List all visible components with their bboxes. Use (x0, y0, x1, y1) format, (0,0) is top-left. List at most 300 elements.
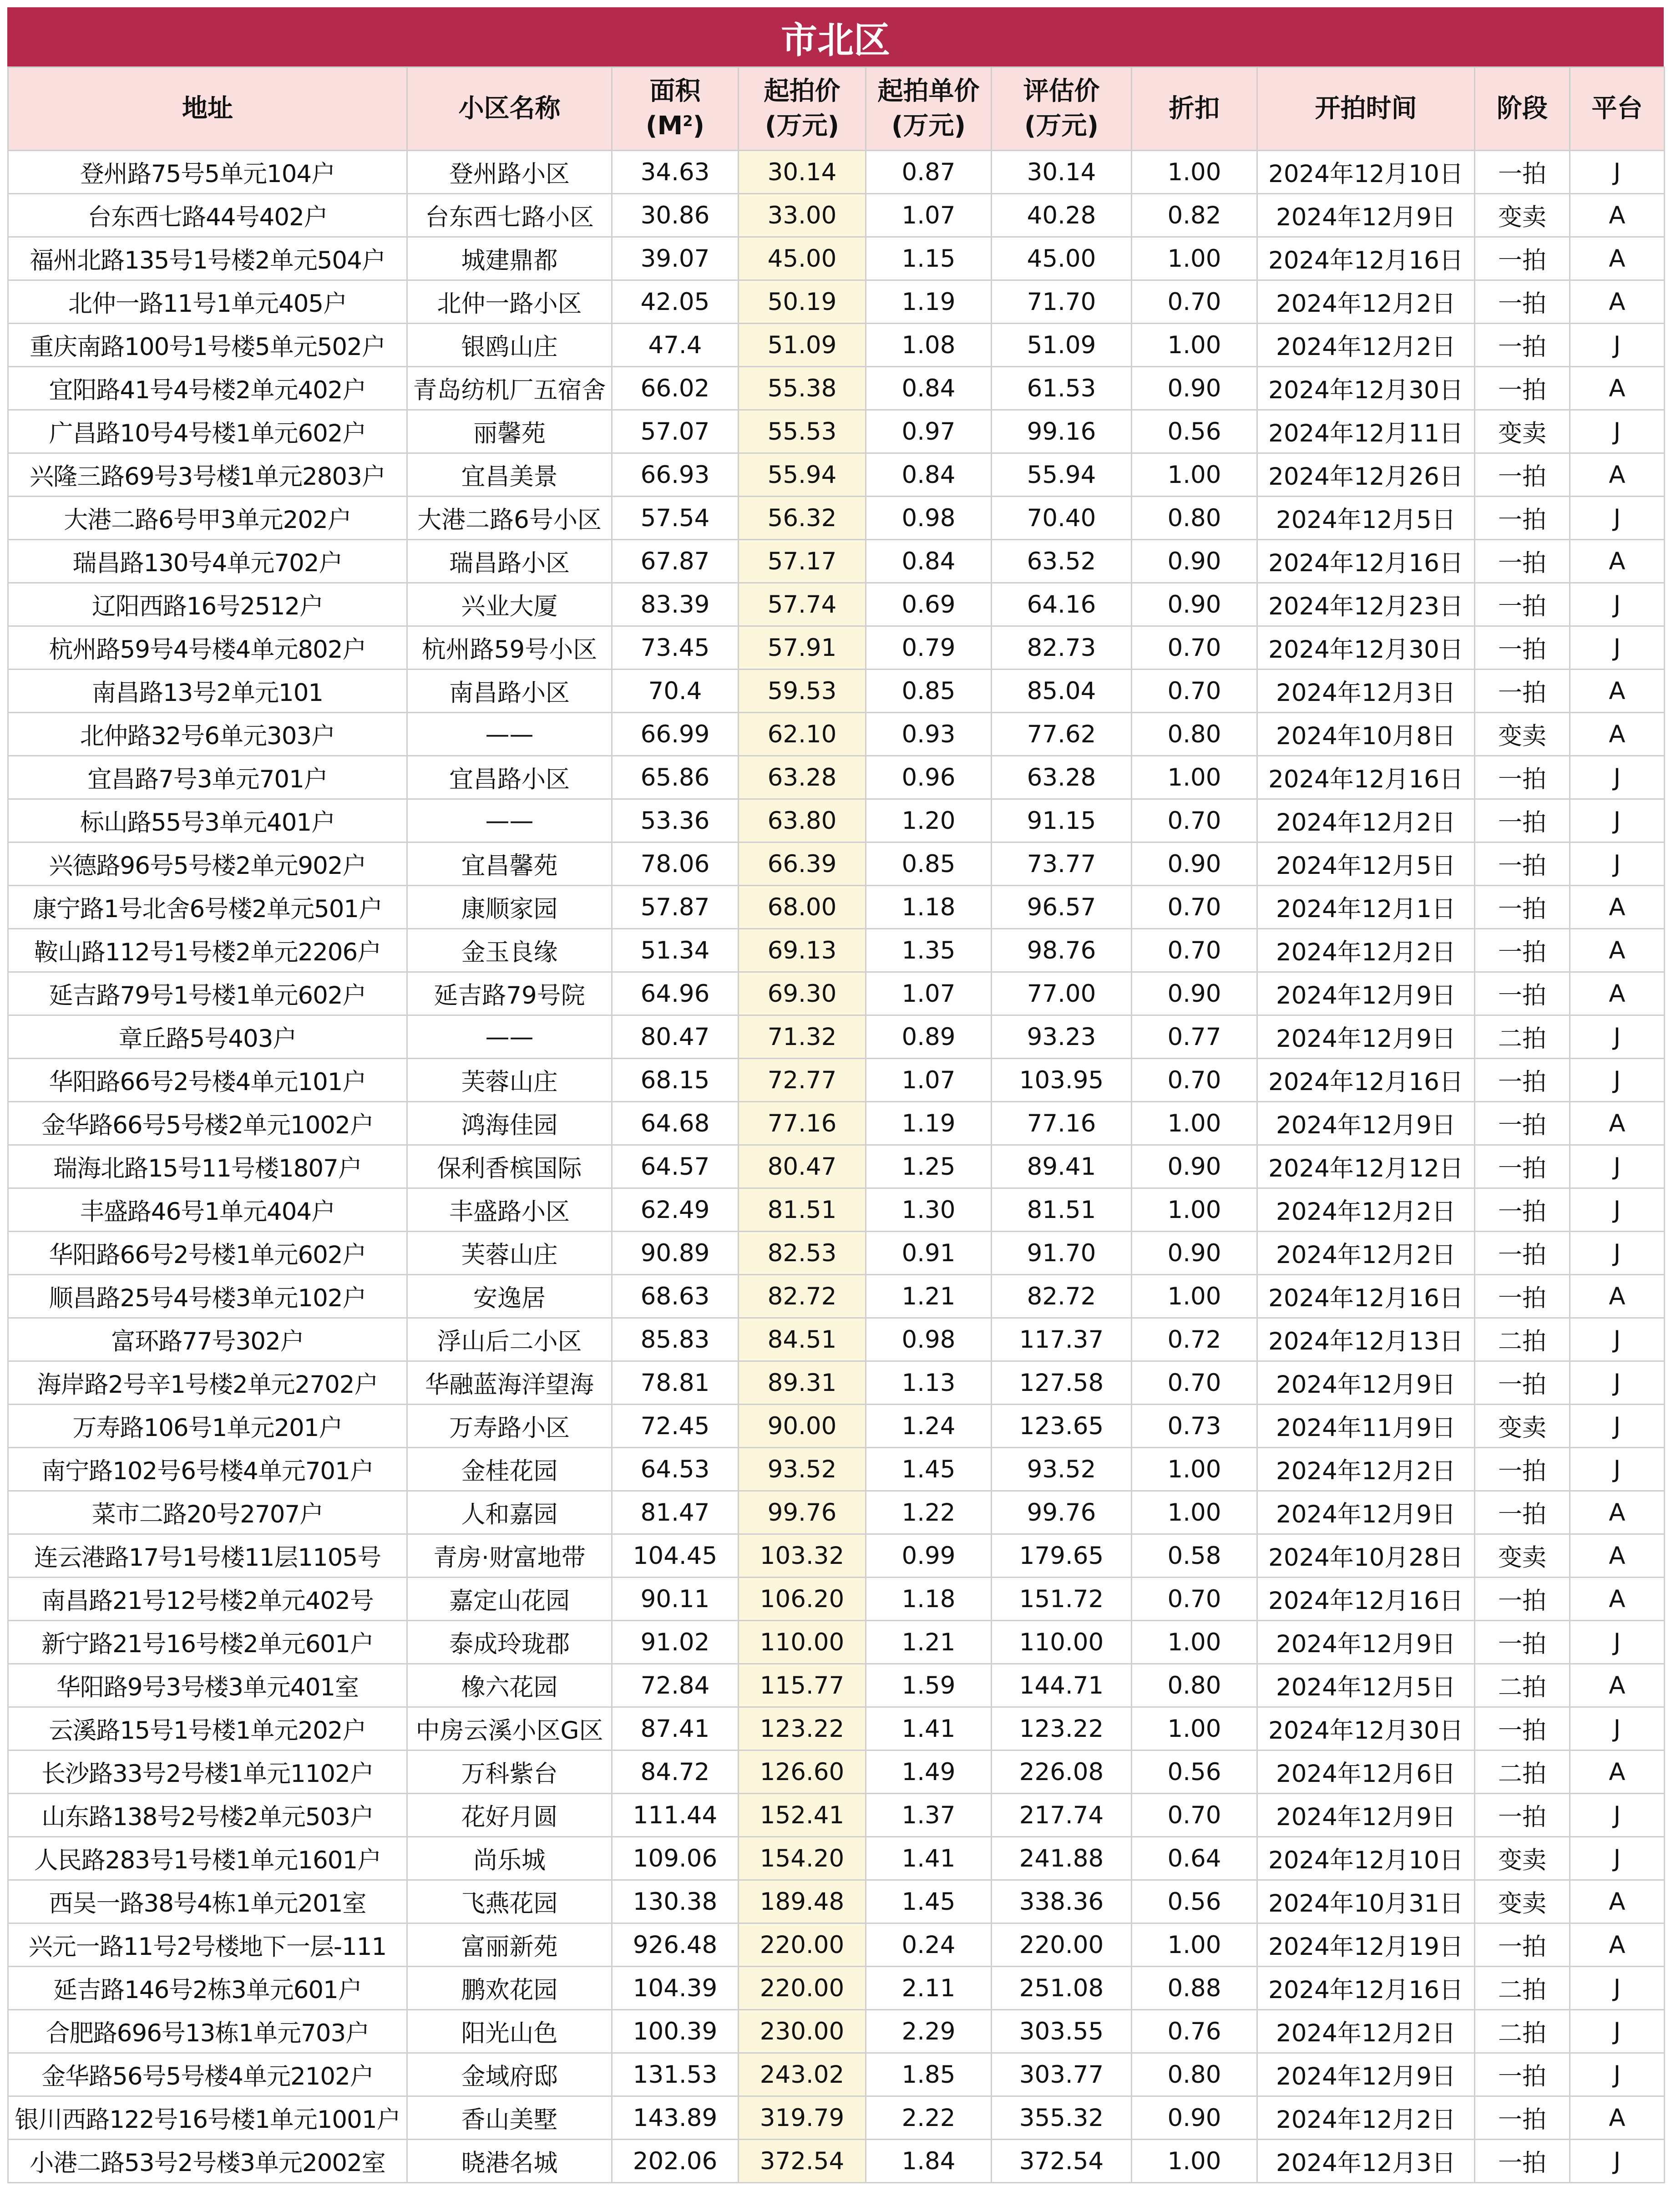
cell-start-time: 2024年12月11日 (1257, 410, 1475, 453)
cell-discount: 0.58 (1132, 1534, 1257, 1578)
cell-unit-price: 1.41 (866, 1707, 992, 1750)
cell-platform: J (1570, 1059, 1665, 1102)
cell-unit-price: 1.35 (866, 929, 992, 972)
cell-address: 台东西七路44号402户 (8, 194, 407, 237)
cell-community: 鸿海佳园 (407, 1102, 612, 1145)
cell-eval-price: 303.77 (992, 2053, 1132, 2096)
cell-start-price: 63.80 (739, 799, 866, 842)
cell-eval-price: 63.28 (992, 756, 1132, 799)
cell-stage: 二拍 (1475, 1967, 1570, 2010)
cell-platform: J (1570, 1794, 1665, 1837)
cell-eval-price: 99.76 (992, 1491, 1132, 1534)
cell-unit-price: 1.30 (866, 1188, 992, 1232)
cell-community: 安逸居 (407, 1275, 612, 1318)
cell-eval-price: 55.94 (992, 453, 1132, 497)
cell-address: 瑞昌路130号4单元702户 (8, 540, 407, 583)
cell-stage: 一拍 (1475, 540, 1570, 583)
cell-community: 宜昌美景 (407, 453, 612, 497)
cell-start-time: 2024年10月31日 (1257, 1880, 1475, 1923)
cell-area: 80.47 (612, 1015, 739, 1059)
table-row (8, 799, 1665, 842)
cell-platform: A (1570, 453, 1665, 497)
cell-platform: A (1570, 1880, 1665, 1923)
cell-start-time: 2024年12月30日 (1257, 626, 1475, 670)
cell-eval-price: 241.88 (992, 1837, 1132, 1880)
cell-discount: 0.80 (1132, 1664, 1257, 1707)
cell-start-time: 2024年12月9日 (1257, 1102, 1475, 1145)
cell-unit-price: 1.20 (866, 799, 992, 842)
cell-stage: 二拍 (1475, 1750, 1570, 1794)
cell-stage: 一拍 (1475, 2140, 1570, 2183)
table-row (8, 367, 1665, 410)
cell-eval-price: 123.65 (992, 1405, 1132, 1448)
cell-address: 西吴一路38号4栋1单元201室 (8, 1880, 407, 1923)
cell-stage: 变卖 (1475, 410, 1570, 453)
cell-address: 山东路138号2号楼2单元503户 (8, 1794, 407, 1837)
cell-start-time: 2024年12月23日 (1257, 583, 1475, 626)
cell-start-time: 2024年12月9日 (1257, 1015, 1475, 1059)
cell-area: 926.48 (612, 1923, 739, 1967)
cell-eval-price: 82.73 (992, 626, 1132, 670)
cell-eval-price: 96.57 (992, 886, 1132, 929)
cell-address: 宜阳路41号4号楼2单元402户 (8, 367, 407, 410)
cell-platform: J (1570, 1621, 1665, 1664)
cell-eval-price: 73.77 (992, 842, 1132, 886)
cell-start-time: 2024年10月28日 (1257, 1534, 1475, 1578)
cell-unit-price: 1.24 (866, 1405, 992, 1448)
cell-unit-price: 0.84 (866, 367, 992, 410)
cell-start-price: 93.52 (739, 1448, 866, 1491)
cell-start-time: 2024年12月9日 (1257, 2053, 1475, 2096)
cell-area: 70.4 (612, 670, 739, 713)
header-eval-price-label: 评估价 (1023, 76, 1100, 107)
cell-unit-price: 0.79 (866, 626, 992, 670)
cell-area: 90.89 (612, 1232, 739, 1275)
cell-unit-price: 1.49 (866, 1750, 992, 1794)
table-row (8, 1750, 1665, 1794)
cell-eval-price: 77.16 (992, 1102, 1132, 1145)
cell-community: 华融蓝海洋望海 (407, 1361, 612, 1405)
cell-discount: 1.00 (1132, 1707, 1257, 1750)
cell-address: 瑞海北路15号11号楼1807户 (8, 1145, 407, 1188)
cell-stage: 一拍 (1475, 929, 1570, 972)
cell-start-time: 2024年12月2日 (1257, 324, 1475, 367)
cell-stage: 二拍 (1475, 2010, 1570, 2053)
cell-address: 广昌路10号4号楼1单元602户 (8, 410, 407, 453)
cell-start-price: 99.76 (739, 1491, 866, 1534)
cell-stage: 一拍 (1475, 367, 1570, 410)
cell-community: 浮山后二小区 (407, 1318, 612, 1361)
cell-discount: 1.00 (1132, 324, 1257, 367)
table-row (8, 583, 1665, 626)
cell-start-time: 2024年11月9日 (1257, 1405, 1475, 1448)
cell-start-time: 2024年12月9日 (1257, 1361, 1475, 1405)
cell-unit-price: 1.07 (866, 194, 992, 237)
cell-unit-price: 1.18 (866, 1578, 992, 1621)
cell-eval-price: 91.15 (992, 799, 1132, 842)
cell-area: 65.86 (612, 756, 739, 799)
cell-start-price: 62.10 (739, 713, 866, 756)
cell-area: 143.89 (612, 2096, 739, 2140)
table-row (8, 280, 1665, 324)
table-row (8, 194, 1665, 237)
cell-area: 64.57 (612, 1145, 739, 1188)
cell-address: 云溪路15号1号楼1单元202户 (8, 1707, 407, 1750)
cell-eval-price: 123.22 (992, 1707, 1132, 1750)
cell-eval-price: 40.28 (992, 194, 1132, 237)
cell-stage: 一拍 (1475, 1188, 1570, 1232)
cell-area: 51.34 (612, 929, 739, 972)
cell-unit-price: 1.37 (866, 1794, 992, 1837)
cell-platform: A (1570, 194, 1665, 237)
header-community: 小区名称 (407, 67, 612, 151)
header-unit-price-unit: (万元) (891, 111, 966, 141)
table-row (8, 1275, 1665, 1318)
cell-address: 章丘路5号403户 (8, 1015, 407, 1059)
cell-platform: A (1570, 972, 1665, 1015)
table-body (8, 151, 1665, 2183)
cell-stage: 二拍 (1475, 1664, 1570, 1707)
cell-address: 菜市二路20号2707户 (8, 1491, 407, 1534)
cell-address: 延吉路146号2栋3单元601户 (8, 1967, 407, 2010)
cell-area: 90.11 (612, 1578, 739, 1621)
cell-address: 连云港路17号1号楼11层1105号 (8, 1534, 407, 1578)
cell-start-time: 2024年12月10日 (1257, 1837, 1475, 1880)
header-eval-price (992, 67, 1132, 151)
table-row (8, 2053, 1665, 2096)
cell-eval-price: 64.16 (992, 583, 1132, 626)
cell-community: 泰成玲珑郡 (407, 1621, 612, 1664)
cell-stage: 一拍 (1475, 626, 1570, 670)
cell-community: 晓港名城 (407, 2140, 612, 2183)
cell-platform: J (1570, 1967, 1665, 2010)
cell-stage: 变卖 (1475, 1880, 1570, 1923)
header-area-label: 面积 (649, 76, 701, 107)
table-row (8, 540, 1665, 583)
cell-stage: 一拍 (1475, 1102, 1570, 1145)
cell-platform: J (1570, 799, 1665, 842)
cell-discount: 1.00 (1132, 1923, 1257, 1967)
cell-start-time: 2024年12月9日 (1257, 1621, 1475, 1664)
cell-eval-price: 338.36 (992, 1880, 1132, 1923)
table-row (8, 497, 1665, 540)
cell-address: 辽阳西路16号2512户 (8, 583, 407, 626)
cell-platform: A (1570, 713, 1665, 756)
cell-start-price: 82.72 (739, 1275, 866, 1318)
cell-unit-price: 1.45 (866, 1448, 992, 1491)
cell-area: 66.93 (612, 453, 739, 497)
cell-start-time: 2024年12月16日 (1257, 756, 1475, 799)
cell-address: 万寿路106号1单元201户 (8, 1405, 407, 1448)
cell-unit-price: 1.41 (866, 1837, 992, 1880)
cell-start-price: 33.00 (739, 194, 866, 237)
cell-area: 57.54 (612, 497, 739, 540)
cell-unit-price: 1.15 (866, 237, 992, 280)
cell-start-price: 57.17 (739, 540, 866, 583)
cell-platform: J (1570, 2053, 1665, 2096)
cell-address: 华阳路66号2号楼4单元101户 (8, 1059, 407, 1102)
cell-area: 104.39 (612, 1967, 739, 2010)
cell-community: 芙蓉山庄 (407, 1059, 612, 1102)
cell-unit-price: 0.84 (866, 540, 992, 583)
cell-address: 顺昌路25号4号楼3单元102户 (8, 1275, 407, 1318)
cell-eval-price: 89.41 (992, 1145, 1132, 1188)
cell-community: 康顺家园 (407, 886, 612, 929)
cell-discount: 1.00 (1132, 1448, 1257, 1491)
cell-platform: A (1570, 367, 1665, 410)
cell-platform: J (1570, 626, 1665, 670)
cell-stage: 二拍 (1475, 1318, 1570, 1361)
cell-area: 81.47 (612, 1491, 739, 1534)
cell-discount: 1.00 (1132, 1621, 1257, 1664)
cell-unit-price: 2.29 (866, 2010, 992, 2053)
header-area-unit-sup: 2 (683, 112, 693, 130)
cell-eval-price: 63.52 (992, 540, 1132, 583)
cell-discount: 0.70 (1132, 1059, 1257, 1102)
cell-platform: J (1570, 756, 1665, 799)
table-row (8, 2096, 1665, 2140)
cell-community: 万寿路小区 (407, 1405, 612, 1448)
cell-platform: A (1570, 540, 1665, 583)
header-row (8, 67, 1665, 151)
cell-start-price: 50.19 (739, 280, 866, 324)
table-row (8, 670, 1665, 713)
cell-discount: 0.70 (1132, 670, 1257, 713)
cell-start-time: 2024年12月9日 (1257, 972, 1475, 1015)
table-row (8, 1405, 1665, 1448)
cell-discount: 0.56 (1132, 410, 1257, 453)
cell-start-time: 2024年12月1日 (1257, 886, 1475, 929)
cell-eval-price: 77.62 (992, 713, 1132, 756)
cell-start-time: 2024年12月5日 (1257, 497, 1475, 540)
cell-discount: 0.70 (1132, 1578, 1257, 1621)
cell-eval-price: 144.71 (992, 1664, 1132, 1707)
cell-discount: 0.70 (1132, 280, 1257, 324)
cell-unit-price: 0.96 (866, 756, 992, 799)
cell-eval-price: 61.53 (992, 367, 1132, 410)
cell-platform: A (1570, 1578, 1665, 1621)
table-row (8, 1102, 1665, 1145)
cell-eval-price: 30.14 (992, 151, 1132, 194)
header-unit-price (866, 67, 992, 151)
cell-community: 城建鼎都 (407, 237, 612, 280)
cell-stage: 一拍 (1475, 1361, 1570, 1405)
cell-platform: J (1570, 1837, 1665, 1880)
cell-unit-price: 0.69 (866, 583, 992, 626)
table-row (8, 2010, 1665, 2053)
cell-start-time: 2024年10月8日 (1257, 713, 1475, 756)
cell-start-price: 57.91 (739, 626, 866, 670)
table-row (8, 1621, 1665, 1664)
cell-platform: J (1570, 1361, 1665, 1405)
cell-eval-price: 91.70 (992, 1232, 1132, 1275)
table-row (8, 1837, 1665, 1880)
cell-start-price: 90.00 (739, 1405, 866, 1448)
cell-platform: A (1570, 1664, 1665, 1707)
cell-community: 鹏欢花园 (407, 1967, 612, 2010)
cell-discount: 0.80 (1132, 497, 1257, 540)
cell-address: 合肥路696号13栋1单元703户 (8, 2010, 407, 2053)
cell-discount: 0.90 (1132, 2096, 1257, 2140)
cell-platform: J (1570, 410, 1665, 453)
cell-start-price: 30.14 (739, 151, 866, 194)
table-row (8, 972, 1665, 1015)
cell-stage: 一拍 (1475, 2096, 1570, 2140)
cell-platform: A (1570, 1750, 1665, 1794)
cell-community: 杭州路59号小区 (407, 626, 612, 670)
cell-start-time: 2024年12月9日 (1257, 1491, 1475, 1534)
cell-discount: 0.70 (1132, 1361, 1257, 1405)
cell-unit-price: 0.87 (866, 151, 992, 194)
cell-start-time: 2024年12月30日 (1257, 367, 1475, 410)
cell-platform: A (1570, 929, 1665, 972)
cell-start-time: 2024年12月10日 (1257, 151, 1475, 194)
header-start-price (739, 67, 866, 151)
table-row (8, 453, 1665, 497)
district-title: 市北区 (7, 7, 1664, 66)
cell-start-price: 56.32 (739, 497, 866, 540)
cell-discount: 0.70 (1132, 929, 1257, 972)
cell-start-time: 2024年12月19日 (1257, 1923, 1475, 1967)
cell-unit-price: 1.13 (866, 1361, 992, 1405)
cell-start-time: 2024年12月3日 (1257, 670, 1475, 713)
cell-discount: 0.56 (1132, 1750, 1257, 1794)
header-start-time: 开拍时间 (1257, 67, 1475, 151)
header-area-unit (646, 111, 704, 141)
table-row (8, 929, 1665, 972)
cell-start-time: 2024年12月12日 (1257, 1145, 1475, 1188)
cell-area: 111.44 (612, 1794, 739, 1837)
cell-start-price: 55.94 (739, 453, 866, 497)
cell-platform: A (1570, 1491, 1665, 1534)
cell-area: 130.38 (612, 1880, 739, 1923)
cell-unit-price: 0.85 (866, 842, 992, 886)
cell-start-price: 59.53 (739, 670, 866, 713)
cell-eval-price: 77.00 (992, 972, 1132, 1015)
cell-community: 嘉定山花园 (407, 1578, 612, 1621)
cell-community: 富丽新苑 (407, 1923, 612, 1967)
cell-unit-price: 2.11 (866, 1967, 992, 2010)
cell-discount: 0.77 (1132, 1015, 1257, 1059)
cell-start-price: 51.09 (739, 324, 866, 367)
header-address: 地址 (8, 67, 407, 151)
cell-area: 42.05 (612, 280, 739, 324)
table-row (8, 1923, 1665, 1967)
cell-start-price: 230.00 (739, 2010, 866, 2053)
table-row (8, 1794, 1665, 1837)
cell-start-price: 55.38 (739, 367, 866, 410)
cell-start-time: 2024年12月2日 (1257, 1188, 1475, 1232)
table-row (8, 1361, 1665, 1405)
cell-start-price: 45.00 (739, 237, 866, 280)
table-row (8, 1448, 1665, 1491)
cell-eval-price: 45.00 (992, 237, 1132, 280)
cell-address: 人民路283号1号楼1单元1601户 (8, 1837, 407, 1880)
cell-community: 延吉路79号院 (407, 972, 612, 1015)
cell-area: 64.68 (612, 1102, 739, 1145)
cell-start-price: 68.00 (739, 886, 866, 929)
cell-address: 登州路75号5单元104户 (8, 151, 407, 194)
cell-community: 人和嘉园 (407, 1491, 612, 1534)
cell-area: 78.06 (612, 842, 739, 886)
cell-area: 87.41 (612, 1707, 739, 1750)
cell-unit-price: 1.07 (866, 972, 992, 1015)
cell-start-time: 2024年12月9日 (1257, 1794, 1475, 1837)
cell-address: 南昌路13号2单元101 (8, 670, 407, 713)
cell-platform: A (1570, 1275, 1665, 1318)
cell-address: 金华路66号5号楼2单元1002户 (8, 1102, 407, 1145)
cell-start-price: 66.39 (739, 842, 866, 886)
cell-discount: 1.00 (1132, 756, 1257, 799)
cell-stage: 一拍 (1475, 1491, 1570, 1534)
table-row (8, 842, 1665, 886)
cell-community: 青房·财富地带 (407, 1534, 612, 1578)
cell-address: 长沙路33号2号楼1单元1102户 (8, 1750, 407, 1794)
cell-stage: 变卖 (1475, 1405, 1570, 1448)
cell-platform: J (1570, 1232, 1665, 1275)
cell-discount: 0.73 (1132, 1405, 1257, 1448)
cell-community: 北仲一路小区 (407, 280, 612, 324)
header-platform: 平台 (1570, 67, 1665, 151)
cell-start-price: 123.22 (739, 1707, 866, 1750)
cell-eval-price: 98.76 (992, 929, 1132, 972)
cell-platform: A (1570, 280, 1665, 324)
cell-unit-price: 1.07 (866, 1059, 992, 1102)
cell-start-time: 2024年12月2日 (1257, 929, 1475, 972)
cell-eval-price: 70.40 (992, 497, 1132, 540)
cell-discount: 0.70 (1132, 886, 1257, 929)
cell-eval-price: 93.52 (992, 1448, 1132, 1491)
cell-unit-price: 0.24 (866, 1923, 992, 1967)
cell-eval-price: 179.65 (992, 1534, 1132, 1578)
cell-area: 72.45 (612, 1405, 739, 1448)
cell-community: 金玉良缘 (407, 929, 612, 972)
cell-community: 登州路小区 (407, 151, 612, 194)
cell-unit-price: 0.97 (866, 410, 992, 453)
header-start-price-unit: (万元) (765, 111, 840, 141)
cell-address: 新宁路21号16号楼2单元601户 (8, 1621, 407, 1664)
cell-unit-price: 1.21 (866, 1275, 992, 1318)
auction-table (7, 66, 1665, 2183)
cell-platform: A (1570, 670, 1665, 713)
cell-address: 延吉路79号1号楼1单元602户 (8, 972, 407, 1015)
cell-start-price: 55.53 (739, 410, 866, 453)
cell-discount: 0.90 (1132, 972, 1257, 1015)
table-row (8, 324, 1665, 367)
cell-platform: A (1570, 886, 1665, 929)
cell-stage: 一拍 (1475, 1275, 1570, 1318)
cell-area: 100.39 (612, 2010, 739, 2053)
cell-community: 保利香槟国际 (407, 1145, 612, 1188)
cell-unit-price: 0.98 (866, 497, 992, 540)
cell-start-price: 243.02 (739, 2053, 866, 2096)
cell-discount: 0.80 (1132, 2053, 1257, 2096)
cell-start-time: 2024年12月13日 (1257, 1318, 1475, 1361)
cell-platform: J (1570, 1015, 1665, 1059)
cell-platform: J (1570, 324, 1665, 367)
cell-community: 台东西七路小区 (407, 194, 612, 237)
auction-sheet (7, 7, 1664, 2183)
cell-community: 南昌路小区 (407, 670, 612, 713)
table-row (8, 1534, 1665, 1578)
cell-start-time: 2024年12月16日 (1257, 1578, 1475, 1621)
cell-unit-price: 1.85 (866, 2053, 992, 2096)
cell-address: 南宁路102号6号楼4单元701户 (8, 1448, 407, 1491)
table-row (8, 151, 1665, 194)
cell-community: 金域府邸 (407, 2053, 612, 2096)
cell-discount: 1.00 (1132, 1102, 1257, 1145)
cell-discount: 0.80 (1132, 713, 1257, 756)
